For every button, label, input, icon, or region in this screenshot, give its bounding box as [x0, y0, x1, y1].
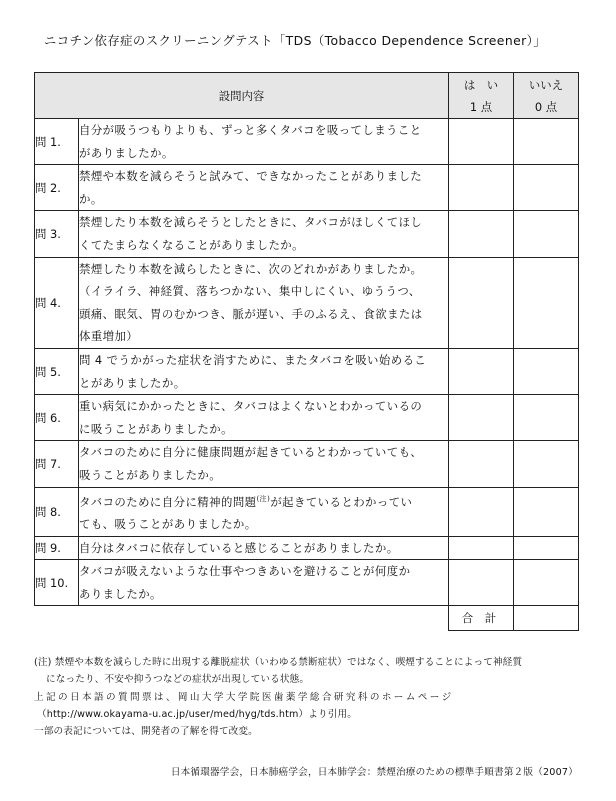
question-number: 問 4.	[35, 257, 79, 348]
yes-answer-cell[interactable]	[449, 211, 514, 257]
question-number: 問 7.	[35, 441, 79, 487]
no-answer-cell[interactable]	[514, 348, 579, 394]
question-text: 禁煙や本数を減らそうと試みて、できなかったことがありました か。	[79, 165, 449, 211]
question-row-5	[35, 348, 579, 394]
question-number: 問 6.	[35, 395, 79, 441]
footnote-note-line2: になったり、不安や抑うつなどの症状が出現している状態。	[46, 674, 310, 686]
yes-points: 1 点	[469, 99, 493, 114]
question-text: 問 4 でうかがった症状を消すために、またタバコを吸い始めるこ とがありましたか。	[79, 348, 449, 394]
yes-answer-cell[interactable]	[449, 119, 514, 165]
question-number: 問 1.	[35, 119, 79, 165]
yes-answer-cell[interactable]	[449, 536, 514, 560]
question-row-3	[35, 211, 579, 257]
no-column-header	[514, 73, 579, 119]
question-row-1	[35, 119, 579, 165]
no-answer-cell[interactable]	[514, 487, 579, 536]
footnote-source-url: （http://www.okayama-u.ac.jp/user/med/hyg/tds.htm）より引用。	[37, 708, 357, 720]
page-title: ニコチン依存症のスクリーニングテスト「TDS（Tobacco Dependence Screener）」	[44, 33, 546, 48]
no-answer-cell[interactable]	[514, 165, 579, 211]
question-column-header: 設問内容	[35, 73, 449, 119]
footnotes	[34, 654, 594, 740]
question-text: 禁煙したり本数を減らしたときに、次のどれかがありましたか。 （イライラ、神経質、落ちつかない、集中しにくい、ゆううつ、 頭痛、眠気、胃のむかつき、脈が遅い、手のふるえ、食欲または 体重増加）	[79, 257, 449, 348]
table-header-row	[35, 73, 579, 119]
no-label: いいえ	[528, 77, 564, 92]
question-number: 問 5.	[35, 348, 79, 394]
tds-question-table	[34, 72, 579, 631]
no-answer-cell[interactable]	[514, 211, 579, 257]
question-row-9	[35, 536, 579, 560]
question-row-10	[35, 560, 579, 606]
question-number: 問 9.	[35, 536, 79, 560]
question-row-8	[35, 487, 579, 536]
question-number: 問 2.	[35, 165, 79, 211]
no-answer-cell[interactable]	[514, 119, 579, 165]
question-text: 自分が吸うつもりよりも、ずっと多くタバコを吸ってしまうこと がありましたか。	[79, 119, 449, 165]
yes-answer-cell[interactable]	[449, 165, 514, 211]
yes-answer-cell[interactable]	[449, 487, 514, 536]
question-text: タバコのために自分に精神的問題$^{(注)}$が起きているとわかってい ても、吸うことがありましたか。	[79, 487, 449, 536]
question-row-2	[35, 165, 579, 211]
question-text: 自分はタバコに依存していると感じることがありましたか。	[79, 536, 449, 560]
question-text: タバコのために自分に健康問題が起きているとわかっていても、 吸うことがありましたか。	[79, 441, 449, 487]
no-answer-cell[interactable]	[514, 257, 579, 348]
question-row-4	[35, 257, 579, 348]
question-row-6	[35, 395, 579, 441]
yes-label: は い	[463, 77, 499, 92]
question-number: 問 3.	[35, 211, 79, 257]
yes-column-header	[449, 73, 514, 119]
total-row-spacer	[79, 606, 449, 631]
footnote-note-line1: (注) 禁煙や本数を減らした時に出現する離脱症状（いわゆる禁断症状）ではなく、喫煙することによって神経質	[34, 657, 523, 668]
footnote-source-line1: 上記の日本語の質問票は、岡山大学大学院医歯薬学総合研究科のホームページ	[34, 691, 454, 703]
question-text: 禁煙したり本数を減らそうとしたときに、タバコがほしくてほし くてたまらなくなることがありましたか。	[79, 211, 449, 257]
yes-answer-cell[interactable]	[449, 560, 514, 606]
yes-answer-cell[interactable]	[449, 348, 514, 394]
yes-answer-cell[interactable]	[449, 257, 514, 348]
yes-answer-cell[interactable]	[449, 441, 514, 487]
total-score-cell[interactable]	[514, 606, 579, 631]
no-points: 0 点	[534, 99, 558, 114]
question-row-7	[35, 441, 579, 487]
question-text: タバコが吸えないような仕事やつきあいを避けることが何度か ありましたか。	[79, 560, 449, 606]
no-answer-cell[interactable]	[514, 441, 579, 487]
total-row-spacer	[35, 606, 79, 631]
footnote-source-line3: 一部の表記については、開発者の了解を得て改変。	[34, 726, 258, 738]
question-number: 問 10.	[35, 560, 79, 606]
citation: 日本循環器学会，日本肺癌学会，日本肺学会：禁煙治療のための標準手順書第２版（2007）	[170, 767, 578, 778]
total-label: 合 計	[449, 606, 514, 631]
note-marker: (注)	[256, 494, 271, 503]
question-text: 重い病気にかかったときに、タバコはよくないとわかっているの に吸うことがありましたか。	[79, 395, 449, 441]
no-answer-cell[interactable]	[514, 395, 579, 441]
yes-answer-cell[interactable]	[449, 395, 514, 441]
no-answer-cell[interactable]	[514, 536, 579, 560]
total-row	[35, 606, 579, 631]
no-answer-cell[interactable]	[514, 560, 579, 606]
question-number: 問 8.	[35, 487, 79, 536]
